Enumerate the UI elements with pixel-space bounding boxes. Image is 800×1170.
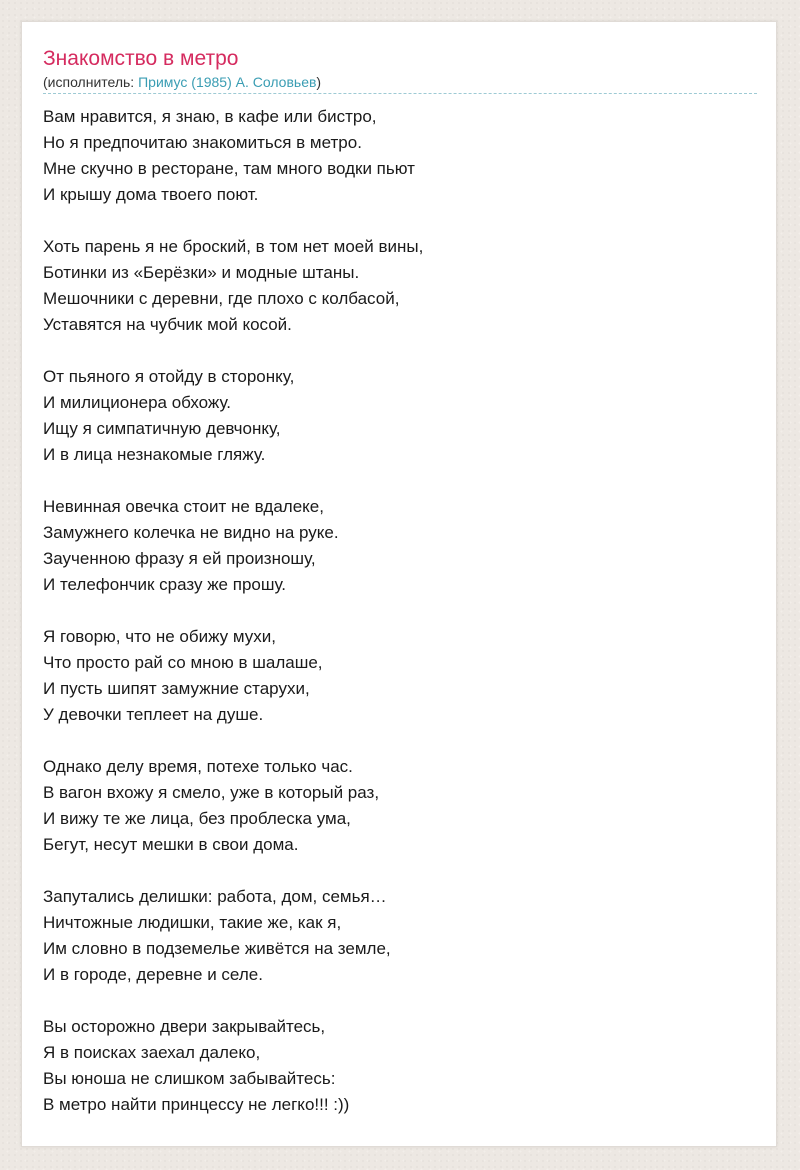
lyrics-line: И пусть шипят замужние старухи,	[43, 679, 310, 698]
lyrics-line: Замужнего колечка не видно на руке.	[43, 523, 339, 542]
song-title: Знакомство в метро	[43, 47, 239, 70]
lyrics-line: Я в поисках заехал далеко,	[43, 1043, 261, 1062]
lyrics-stanza	[43, 364, 757, 468]
lyrics-line: И крышу дома твоего поют.	[43, 185, 259, 204]
lyrics-line: Ботинки из «Берёзки» и модные штаны.	[43, 263, 360, 282]
author-link[interactable]: А. Соловьев	[235, 74, 317, 90]
lyrics-line: Уставятся на чубчик мой косой.	[43, 315, 292, 334]
lyrics-text	[43, 104, 757, 1144]
lyrics-stanza	[43, 884, 757, 988]
lyrics-line: В метро найти принцессу не легко!!! :))	[43, 1095, 350, 1114]
performer-line	[43, 73, 757, 94]
lyrics-stanza	[43, 754, 757, 858]
lyrics-line: Им словно в подземелье живётся на земле,	[43, 939, 391, 958]
lyrics-line: Мне скучно в ресторане, там много водки пьют	[43, 159, 415, 178]
lyrics-line: Я говорю, что не обижу мухи,	[43, 627, 276, 646]
lyrics-line: И вижу те же лица, без проблеска ума,	[43, 809, 351, 828]
lyrics-stanza	[43, 234, 757, 338]
lyrics-line: И милиционера обхожу.	[43, 393, 231, 412]
lyrics-stanza	[43, 104, 757, 208]
performer-link[interactable]: Примус (1985)	[138, 74, 232, 90]
performer-prefix: (исполнитель:	[43, 74, 139, 90]
lyrics-line: От пьяного я отойду в сторонку,	[43, 367, 295, 386]
lyrics-line: У девочки теплеет на душе.	[43, 705, 264, 724]
lyrics-line: Заученною фразу я ей произношу,	[43, 549, 316, 568]
lyrics-line: Запутались делишки: работа, дом, семья…	[43, 887, 387, 906]
lyrics-card	[21, 21, 777, 1147]
lyrics-line: Вам нравится, я знаю, в кафе или бистро,	[43, 107, 377, 126]
lyrics-line: Бегут, несут мешки в свои дома.	[43, 835, 299, 854]
lyrics-line: Вы юноша не слишком забывайтесь:	[43, 1069, 336, 1088]
lyrics-line: Хоть парень я не броский, в том нет моей вины,	[43, 237, 424, 256]
lyrics-stanza	[43, 1014, 757, 1118]
lyrics-line: Невинная овечка стоит не вдалеке,	[43, 497, 324, 516]
lyrics-line: Мешочники с деревни, где плохо с колбасой,	[43, 289, 400, 308]
lyrics-line: Вы осторожно двери закрывайтесь,	[43, 1017, 326, 1036]
lyrics-line: Однако делу время, потехе только час.	[43, 757, 353, 776]
lyrics-line: Ищу я симпатичную девчонку,	[43, 419, 281, 438]
lyrics-line: И в городе, деревне и селе.	[43, 965, 263, 984]
lyrics-line: И в лица незнакомые гляжу.	[43, 445, 266, 464]
lyrics-line: В вагон вхожу я смело, уже в который раз,	[43, 783, 380, 802]
lyrics-stanza	[43, 624, 757, 728]
lyrics-line: Но я предпочитаю знакомиться в метро.	[43, 133, 362, 152]
lyrics-line: Ничтожные людишки, такие же, как я,	[43, 913, 342, 932]
lyrics-stanza	[43, 494, 757, 598]
lyrics-line: И телефончик сразу же прошу.	[43, 575, 287, 594]
lyrics-line: Что просто рай со мною в шалаше,	[43, 653, 323, 672]
performer-suffix: )	[316, 74, 322, 90]
